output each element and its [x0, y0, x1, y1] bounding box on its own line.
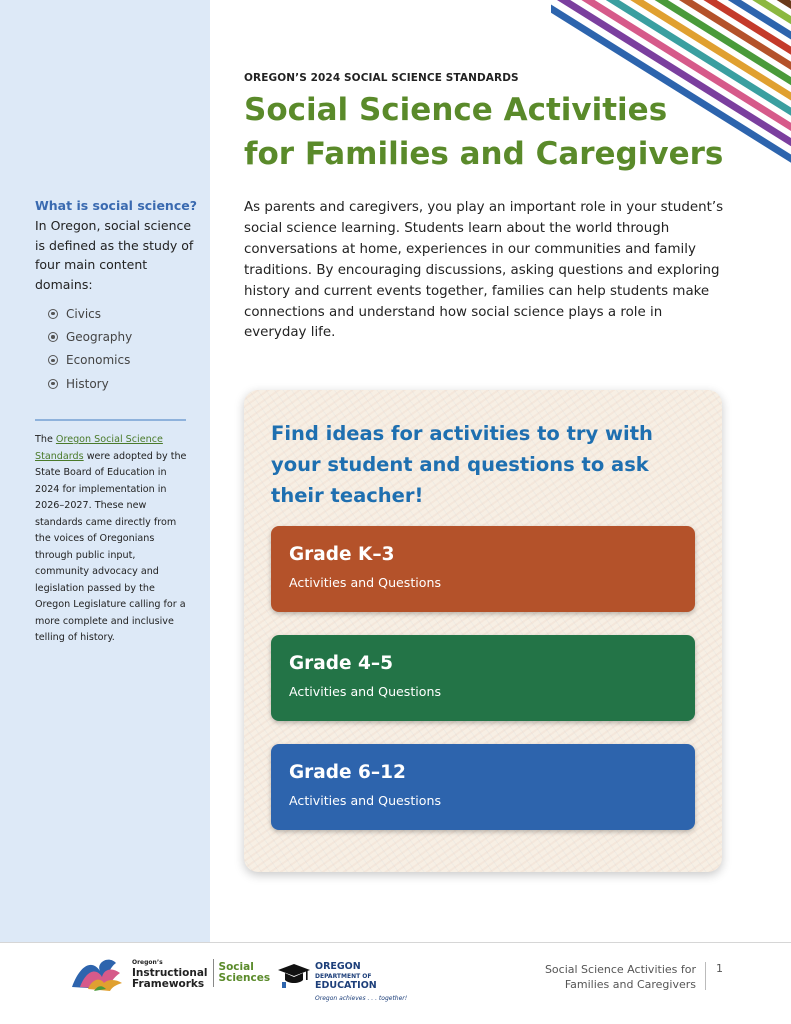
note-prefix: The [35, 434, 56, 445]
list-item [48, 372, 132, 395]
frameworks-wordmark [132, 957, 208, 990]
grade-subtitle: Activities and Questions [289, 575, 442, 590]
grade-title: Grade 6–12 [289, 762, 406, 783]
circle-bullet-icon [48, 355, 58, 365]
page-number: 1 [716, 962, 723, 975]
sidebar-definition: In Oregon, social science is defined as the study of four main content domains: [35, 218, 194, 292]
grade-6-12-button[interactable] [271, 744, 695, 830]
footer-divider [0, 942, 791, 943]
grade-subtitle: Activities and Questions [289, 793, 442, 808]
list-item [48, 349, 132, 372]
ode-line3: EDUCATION [315, 980, 377, 991]
card-heading: Find ideas for activities to try with your student and questions to ask their teacher! [271, 422, 653, 507]
grade-subtitle: Activities and Questions [289, 684, 442, 699]
note-suffix: were adopted by the State Board of Education in 2024 for implementation in 2026–2027. These new standards came directly from the voices of Oregonians through public input, community advocacy and legislation passed by the Oregon Legislature calling for a more complete and inclusive telling of history. [35, 450, 187, 643]
grade-k-3-button[interactable] [271, 526, 695, 612]
footer-title-line2: Families and Caregivers [564, 978, 696, 991]
instructional-frameworks-logo [70, 951, 270, 995]
footer-separator [705, 962, 706, 990]
sidebar-divider [35, 419, 186, 421]
list-item [48, 302, 132, 325]
colorful-flame-icon [70, 953, 126, 993]
logo-separator [213, 959, 214, 987]
social-sciences-wordmark [219, 962, 271, 985]
domain-list [48, 302, 132, 395]
footer-title-line1: Social Science Activities for [544, 963, 696, 976]
frameworks-small: Oregon’s [132, 958, 163, 966]
frameworks-line1: Instructional [132, 966, 208, 979]
ode-line1: OREGON [315, 961, 361, 972]
circle-bullet-icon [48, 379, 58, 389]
page-kicker: OREGON’S 2024 SOCIAL SCIENCE STANDARDS [244, 72, 519, 84]
grade-4-5-button[interactable] [271, 635, 695, 721]
sidebar-heading: What is social science? [35, 198, 197, 213]
social-line1: Social [218, 960, 254, 973]
ode-line2: DEPARTMENT OF [315, 972, 372, 980]
circle-bullet-icon [48, 332, 58, 342]
domain-label: History [66, 376, 109, 391]
grade-links-card [244, 390, 722, 872]
ode-slogan: Oregon achieves . . . together! [315, 994, 408, 1002]
oregon-department-of-education-logo [277, 962, 407, 1003]
footer-document-title [545, 962, 696, 992]
domain-label: Geography [66, 329, 133, 344]
intro-paragraph: As parents and caregivers, you play an important role in your student’s social science learning. Students learn about the world through conversations at home, experiences in our communities and family traditions. By encouraging discussions, asking questions and exploring history and current events together, families can help students make connections and understand how social science plays a role in everyday life. [244, 200, 724, 341]
circle-bullet-icon [48, 309, 58, 319]
grade-title: Grade 4–5 [289, 653, 394, 674]
sidebar [0, 0, 210, 942]
graduation-cap-icon [277, 962, 311, 988]
domain-label: Economics [66, 353, 131, 368]
list-item [48, 325, 132, 348]
frameworks-line2: Frameworks [132, 977, 205, 990]
page-title: Social Science Activities for Families and Caregivers [244, 92, 724, 172]
standards-link[interactable]: Oregon Social Science Standards [35, 434, 163, 462]
domain-label: Civics [66, 306, 101, 321]
ode-wordmark [315, 962, 407, 1003]
grade-title: Grade K–3 [289, 544, 395, 565]
social-line2: Sciences [218, 972, 271, 984]
sidebar-note [35, 432, 187, 647]
